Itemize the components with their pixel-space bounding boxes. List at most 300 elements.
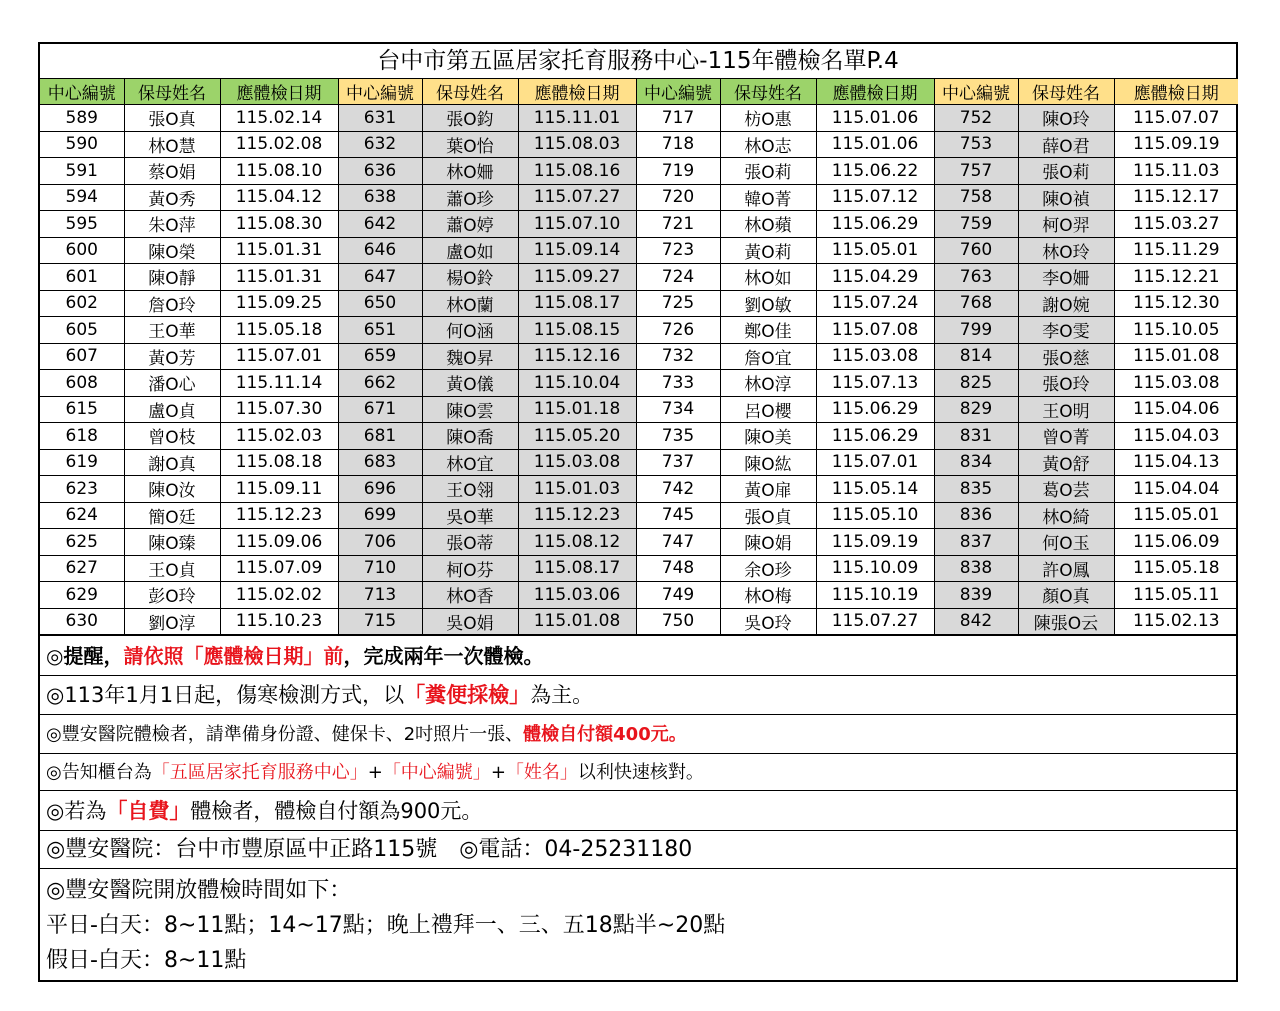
center-no-cell: 825 xyxy=(934,370,1018,397)
center-no-cell: 717 xyxy=(636,105,720,132)
table-row xyxy=(40,529,1238,556)
center-no-cell: 630 xyxy=(40,608,124,635)
header-center-no: 中心編號 xyxy=(40,79,124,105)
checkup-date-cell: 115.03.08 xyxy=(1114,370,1238,397)
checkup-date-cell: 115.09.19 xyxy=(816,529,934,556)
checkup-date-cell: 115.05.11 xyxy=(1114,582,1238,609)
center-no-cell: 723 xyxy=(636,237,720,264)
checkup-date-cell: 115.11.14 xyxy=(220,370,338,397)
nanny-name-cell: 林O玲 xyxy=(1018,237,1114,264)
nanny-name-cell: 黃O秀 xyxy=(124,184,220,211)
center-no-cell: 814 xyxy=(934,343,1018,370)
center-no-cell: 732 xyxy=(636,343,720,370)
checkup-date-cell: 115.12.23 xyxy=(220,502,338,529)
nanny-name-cell: 楊O鈴 xyxy=(422,264,518,291)
center-no-cell: 838 xyxy=(934,555,1018,582)
center-no-cell: 683 xyxy=(338,449,422,476)
checkup-date-cell: 115.08.18 xyxy=(220,449,338,476)
center-no-cell: 638 xyxy=(338,184,422,211)
center-no-cell: 726 xyxy=(636,317,720,344)
note-highlight: 請依照「應體檢日期」前 xyxy=(123,644,344,668)
nanny-name-cell: 吳O娟 xyxy=(422,608,518,635)
center-no-cell: 615 xyxy=(40,396,124,423)
header-nanny-name: 保母姓名 xyxy=(1018,79,1114,105)
note-text: ◎提醒， xyxy=(46,644,124,668)
table-row xyxy=(40,555,1238,582)
center-no-cell: 713 xyxy=(338,582,422,609)
nanny-name-cell: 枋O惠 xyxy=(720,105,816,132)
note-highlight: 「中心編號」 xyxy=(382,762,491,783)
center-no-cell: 748 xyxy=(636,555,720,582)
checkup-date-cell: 115.06.29 xyxy=(816,396,934,423)
checkup-date-cell: 115.03.08 xyxy=(518,449,636,476)
checkup-date-cell: 115.01.18 xyxy=(518,396,636,423)
checkup-date-cell: 115.01.03 xyxy=(518,476,636,503)
center-no-cell: 724 xyxy=(636,264,720,291)
center-no-cell: 636 xyxy=(338,158,422,185)
center-no-cell: 627 xyxy=(40,555,124,582)
checkup-date-cell: 115.05.10 xyxy=(816,502,934,529)
center-no-cell: 715 xyxy=(338,608,422,635)
nanny-name-cell: 朱O萍 xyxy=(124,211,220,238)
nanny-name-cell: 李O雯 xyxy=(1018,317,1114,344)
nanny-name-cell: 盧O貞 xyxy=(124,396,220,423)
nanny-name-cell: 王O華 xyxy=(124,317,220,344)
nanny-name-cell: 陳O汝 xyxy=(124,476,220,503)
checkup-date-cell: 115.07.08 xyxy=(816,317,934,344)
nanny-name-cell: 李O姍 xyxy=(1018,264,1114,291)
reminder-note xyxy=(40,635,1236,675)
checkup-date-cell: 115.08.17 xyxy=(518,290,636,317)
checkup-date-cell: 115.04.04 xyxy=(1114,476,1238,503)
center-no-cell: 720 xyxy=(636,184,720,211)
center-no-cell: 759 xyxy=(934,211,1018,238)
note-text: ◎113年1月1日起，傷寒檢測方式，以 xyxy=(46,683,405,707)
note-text: + xyxy=(367,762,383,783)
checkup-date-cell: 115.04.29 xyxy=(816,264,934,291)
counter-note xyxy=(40,753,1236,790)
nanny-name-cell: 彭O玲 xyxy=(124,582,220,609)
checkup-date-cell: 115.08.03 xyxy=(518,131,636,158)
center-no-cell: 608 xyxy=(40,370,124,397)
checkup-date-cell: 115.08.30 xyxy=(220,211,338,238)
checkup-date-cell: 115.07.13 xyxy=(816,370,934,397)
table-row xyxy=(40,370,1238,397)
checkup-date-cell: 115.07.07 xyxy=(1114,105,1238,132)
checkup-date-cell: 115.12.23 xyxy=(518,502,636,529)
checkup-date-cell: 115.07.01 xyxy=(816,449,934,476)
table-row xyxy=(40,502,1238,529)
center-no-cell: 647 xyxy=(338,264,422,291)
note-text: ，完成兩年一次體檢。 xyxy=(343,644,544,668)
table-row xyxy=(40,608,1238,635)
center-no-cell: 699 xyxy=(338,502,422,529)
nanny-name-cell: 吳O華 xyxy=(422,502,518,529)
checkup-date-cell: 115.08.12 xyxy=(518,529,636,556)
center-no-cell: 590 xyxy=(40,131,124,158)
center-no-cell: 696 xyxy=(338,476,422,503)
table-row xyxy=(40,211,1238,238)
header-nanny-name: 保母姓名 xyxy=(720,79,816,105)
checkup-date-cell: 115.06.29 xyxy=(816,423,934,450)
note-highlight: 體檢自付額400元。 xyxy=(523,724,687,745)
center-no-cell: 837 xyxy=(934,529,1018,556)
center-no-cell: 595 xyxy=(40,211,124,238)
checkup-date-cell: 115.12.16 xyxy=(518,343,636,370)
center-no-cell: 662 xyxy=(338,370,422,397)
nanny-name-cell: 葛O芸 xyxy=(1018,476,1114,503)
checkup-date-cell: 115.08.15 xyxy=(518,317,636,344)
nanny-name-cell: 陳張O云 xyxy=(1018,608,1114,635)
table-row xyxy=(40,317,1238,344)
checkup-date-cell: 115.07.09 xyxy=(220,555,338,582)
nanny-name-cell: 林O慧 xyxy=(124,131,220,158)
center-no-cell: 745 xyxy=(636,502,720,529)
nanny-name-cell: 黃O儀 xyxy=(422,370,518,397)
center-no-cell: 760 xyxy=(934,237,1018,264)
note-text: + xyxy=(490,762,506,783)
center-no-cell: 753 xyxy=(934,131,1018,158)
nanny-name-cell: 謝O真 xyxy=(124,449,220,476)
table-row xyxy=(40,343,1238,370)
center-no-cell: 624 xyxy=(40,502,124,529)
center-no-cell: 671 xyxy=(338,396,422,423)
nanny-name-cell: 陳O玲 xyxy=(1018,105,1114,132)
nanny-name-cell: 何O涵 xyxy=(422,317,518,344)
center-no-cell: 607 xyxy=(40,343,124,370)
header-center-no: 中心編號 xyxy=(636,79,720,105)
checkup-date-cell: 115.01.06 xyxy=(816,105,934,132)
nanny-name-cell: 劉O淳 xyxy=(124,608,220,635)
center-no-cell: 835 xyxy=(934,476,1018,503)
checkup-date-cell: 115.09.19 xyxy=(1114,131,1238,158)
checkup-date-cell: 115.07.12 xyxy=(816,184,934,211)
nanny-name-cell: 劉O敏 xyxy=(720,290,816,317)
center-no-cell: 601 xyxy=(40,264,124,291)
center-no-cell: 650 xyxy=(338,290,422,317)
header-checkup-date: 應體檢日期 xyxy=(220,79,338,105)
nanny-name-cell: 呂O櫻 xyxy=(720,396,816,423)
nanny-name-cell: 張O莉 xyxy=(720,158,816,185)
checkup-date-cell: 115.01.08 xyxy=(1114,343,1238,370)
nanny-name-cell: 陳O禎 xyxy=(1018,184,1114,211)
center-no-cell: 706 xyxy=(338,529,422,556)
nanny-name-cell: 薛O君 xyxy=(1018,131,1114,158)
center-no-cell: 625 xyxy=(40,529,124,556)
checkup-date-cell: 115.02.08 xyxy=(220,131,338,158)
checkup-date-cell: 115.10.04 xyxy=(518,370,636,397)
nanny-name-cell: 余O珍 xyxy=(720,555,816,582)
nanny-name-cell: 蕭O珍 xyxy=(422,184,518,211)
center-no-cell: 758 xyxy=(934,184,1018,211)
center-no-cell: 659 xyxy=(338,343,422,370)
center-no-cell: 602 xyxy=(40,290,124,317)
center-no-cell: 589 xyxy=(40,105,124,132)
checkup-date-cell: 115.02.02 xyxy=(220,582,338,609)
center-no-cell: 642 xyxy=(338,211,422,238)
checkup-date-cell: 115.10.19 xyxy=(816,582,934,609)
hospital-hours-note xyxy=(40,868,1236,980)
checkup-date-cell: 115.02.13 xyxy=(1114,608,1238,635)
center-no-cell: 619 xyxy=(40,449,124,476)
center-no-cell: 733 xyxy=(636,370,720,397)
nanny-name-cell: 林O姍 xyxy=(422,158,518,185)
checkup-date-cell: 115.01.31 xyxy=(220,237,338,264)
checkup-date-cell: 115.05.14 xyxy=(816,476,934,503)
checkup-date-cell: 115.07.30 xyxy=(220,396,338,423)
holiday-hours: 假日-白天：8~11點 xyxy=(46,948,247,973)
center-no-cell: 718 xyxy=(636,131,720,158)
nanny-name-cell: 葉O怡 xyxy=(422,131,518,158)
table-row xyxy=(40,237,1238,264)
center-no-cell: 651 xyxy=(338,317,422,344)
nanny-name-cell: 王O明 xyxy=(1018,396,1114,423)
page-title: 台中市第五區居家托育服務中心-115年體檢名單P.4 xyxy=(40,44,1236,79)
note-highlight: 「糞便採檢」 xyxy=(404,683,531,707)
table-row xyxy=(40,105,1238,132)
note-text: ◎若為 xyxy=(46,799,107,823)
center-no-cell: 834 xyxy=(934,449,1018,476)
table-row xyxy=(40,396,1238,423)
nanny-name-cell: 黃O莉 xyxy=(720,237,816,264)
nanny-name-cell: 張O鈞 xyxy=(422,105,518,132)
note-text: 體檢者，體檢自付額為900元。 xyxy=(190,799,483,823)
nanny-name-cell: 吳O玲 xyxy=(720,608,816,635)
center-no-cell: 681 xyxy=(338,423,422,450)
header-checkup-date: 應體檢日期 xyxy=(816,79,934,105)
checkup-date-cell: 115.08.16 xyxy=(518,158,636,185)
checkup-date-cell: 115.06.09 xyxy=(1114,529,1238,556)
center-no-cell: 605 xyxy=(40,317,124,344)
nanny-name-cell: 許O鳳 xyxy=(1018,555,1114,582)
nanny-name-cell: 詹O宜 xyxy=(720,343,816,370)
nanny-name-cell: 曾O菁 xyxy=(1018,423,1114,450)
checkup-date-cell: 115.03.06 xyxy=(518,582,636,609)
nanny-name-cell: 林O梅 xyxy=(720,582,816,609)
nanny-name-cell: 王O貞 xyxy=(124,555,220,582)
nanny-name-cell: 陳O喬 xyxy=(422,423,518,450)
note-highlight: 「五區居家托育服務中心」 xyxy=(151,762,368,783)
checkup-date-cell: 115.01.06 xyxy=(816,131,934,158)
checkup-date-cell: 115.12.30 xyxy=(1114,290,1238,317)
checkup-date-cell: 115.07.27 xyxy=(518,184,636,211)
checkup-date-cell: 115.06.22 xyxy=(816,158,934,185)
center-no-cell: 749 xyxy=(636,582,720,609)
nanny-name-cell: 張O真 xyxy=(124,105,220,132)
note-text: ◎告知櫃台為 xyxy=(46,762,152,783)
nanny-name-cell: 何O玉 xyxy=(1018,529,1114,556)
table-body xyxy=(40,105,1238,635)
center-no-cell: 757 xyxy=(934,158,1018,185)
nanny-name-cell: 曾O枝 xyxy=(124,423,220,450)
checkup-date-cell: 115.02.03 xyxy=(220,423,338,450)
weekday-hours: 平日-白天：8~11點；14~17點；晚上禮拜一、三、五18點半~20點 xyxy=(46,913,726,938)
center-no-cell: 591 xyxy=(40,158,124,185)
center-no-cell: 721 xyxy=(636,211,720,238)
center-no-cell: 747 xyxy=(636,529,720,556)
nanny-name-cell: 陳O美 xyxy=(720,423,816,450)
checkup-date-cell: 115.03.08 xyxy=(816,343,934,370)
checkup-date-cell: 115.10.23 xyxy=(220,608,338,635)
nanny-name-cell: 林O蘭 xyxy=(422,290,518,317)
nanny-name-cell: 張O蒂 xyxy=(422,529,518,556)
nanny-name-cell: 蔡O娟 xyxy=(124,158,220,185)
checkup-date-cell: 115.08.17 xyxy=(518,555,636,582)
checkup-date-cell: 115.04.06 xyxy=(1114,396,1238,423)
table-row xyxy=(40,264,1238,291)
center-no-cell: 735 xyxy=(636,423,720,450)
center-no-cell: 632 xyxy=(338,131,422,158)
checkup-date-cell: 115.11.01 xyxy=(518,105,636,132)
header-center-no: 中心編號 xyxy=(934,79,1018,105)
checkup-date-cell: 115.07.24 xyxy=(816,290,934,317)
table-row xyxy=(40,184,1238,211)
center-no-cell: 829 xyxy=(934,396,1018,423)
checkup-date-cell: 115.09.06 xyxy=(220,529,338,556)
table-header-row xyxy=(40,79,1238,105)
checkup-date-cell: 115.05.20 xyxy=(518,423,636,450)
center-no-cell: 831 xyxy=(934,423,1018,450)
nanny-name-cell: 詹O玲 xyxy=(124,290,220,317)
center-no-cell: 742 xyxy=(636,476,720,503)
center-no-cell: 737 xyxy=(636,449,720,476)
checkup-date-cell: 115.09.27 xyxy=(518,264,636,291)
checkup-date-cell: 115.01.08 xyxy=(518,608,636,635)
hospital-address-note: ◎豐安醫院：台中市豐原區中正路115號 ◎電話：04-25231180 xyxy=(40,830,1236,868)
checkup-date-cell: 115.11.29 xyxy=(1114,237,1238,264)
nanny-name-cell: 陳O臻 xyxy=(124,529,220,556)
center-no-cell: 752 xyxy=(934,105,1018,132)
table-row xyxy=(40,158,1238,185)
checkup-date-cell: 115.03.27 xyxy=(1114,211,1238,238)
document-sheet xyxy=(38,42,1238,982)
nanny-name-cell: 鄭O佳 xyxy=(720,317,816,344)
documents-note xyxy=(40,714,1236,753)
nanny-name-cell: 謝O婉 xyxy=(1018,290,1114,317)
center-no-cell: 750 xyxy=(636,608,720,635)
table-row xyxy=(40,582,1238,609)
note-text: ◎豐安醫院體檢者，請準備身份證、健保卡、2吋照片一張、 xyxy=(46,724,524,745)
center-no-cell: 842 xyxy=(934,608,1018,635)
center-no-cell: 734 xyxy=(636,396,720,423)
nanny-name-cell: 黃O舒 xyxy=(1018,449,1114,476)
center-no-cell: 594 xyxy=(40,184,124,211)
checkup-date-cell: 115.08.10 xyxy=(220,158,338,185)
nanny-name-cell: 張O慈 xyxy=(1018,343,1114,370)
checkup-date-cell: 115.01.31 xyxy=(220,264,338,291)
checkup-date-cell: 115.05.01 xyxy=(1114,502,1238,529)
note-highlight: 「自費」 xyxy=(106,799,191,823)
checkup-date-cell: 115.02.14 xyxy=(220,105,338,132)
table-row xyxy=(40,476,1238,503)
center-no-cell: 799 xyxy=(934,317,1018,344)
nanny-name-cell: 黃O芳 xyxy=(124,343,220,370)
checkup-date-cell: 115.04.13 xyxy=(1114,449,1238,476)
checkup-date-cell: 115.10.09 xyxy=(816,555,934,582)
checkup-date-cell: 115.07.10 xyxy=(518,211,636,238)
checkup-date-cell: 115.09.11 xyxy=(220,476,338,503)
note-highlight: 「姓名」 xyxy=(505,762,578,783)
header-checkup-date: 應體檢日期 xyxy=(518,79,636,105)
checkup-date-cell: 115.04.03 xyxy=(1114,423,1238,450)
nanny-name-cell: 盧O如 xyxy=(422,237,518,264)
nanny-name-cell: 陳O榮 xyxy=(124,237,220,264)
checkup-date-cell: 115.05.01 xyxy=(816,237,934,264)
checkup-date-cell: 115.07.01 xyxy=(220,343,338,370)
nanny-name-cell: 林O綺 xyxy=(1018,502,1114,529)
note-text: 以利快速核對。 xyxy=(577,762,704,783)
nanny-name-cell: 林O香 xyxy=(422,582,518,609)
center-no-cell: 836 xyxy=(934,502,1018,529)
nanny-name-cell: 陳O靜 xyxy=(124,264,220,291)
center-no-cell: 768 xyxy=(934,290,1018,317)
table-row xyxy=(40,449,1238,476)
nanny-name-cell: 林O蘋 xyxy=(720,211,816,238)
checkup-date-cell: 115.10.05 xyxy=(1114,317,1238,344)
nanny-name-cell: 顏O真 xyxy=(1018,582,1114,609)
nanny-name-cell: 林O淳 xyxy=(720,370,816,397)
checkup-date-cell: 115.12.21 xyxy=(1114,264,1238,291)
center-no-cell: 631 xyxy=(338,105,422,132)
table-row xyxy=(40,131,1238,158)
nanny-name-cell: 黃O扉 xyxy=(720,476,816,503)
header-center-no: 中心編號 xyxy=(338,79,422,105)
center-no-cell: 719 xyxy=(636,158,720,185)
nanny-name-cell: 陳O娟 xyxy=(720,529,816,556)
checkup-date-cell: 115.12.17 xyxy=(1114,184,1238,211)
self-pay-note xyxy=(40,790,1236,830)
center-no-cell: 725 xyxy=(636,290,720,317)
center-no-cell: 618 xyxy=(40,423,124,450)
checkup-date-cell: 115.05.18 xyxy=(220,317,338,344)
nanny-name-cell: 林O宜 xyxy=(422,449,518,476)
hours-heading: ◎豐安醫院開放體檢時間如下： xyxy=(46,878,352,903)
nanny-name-cell: 陳O紘 xyxy=(720,449,816,476)
nanny-name-cell: 柯O羿 xyxy=(1018,211,1114,238)
table-row xyxy=(40,423,1238,450)
header-nanny-name: 保母姓名 xyxy=(124,79,220,105)
typhoid-test-note xyxy=(40,675,1236,714)
nanny-name-cell: 張O莉 xyxy=(1018,158,1114,185)
center-no-cell: 629 xyxy=(40,582,124,609)
nanny-name-cell: 林O如 xyxy=(720,264,816,291)
center-no-cell: 839 xyxy=(934,582,1018,609)
nanny-name-cell: 潘O心 xyxy=(124,370,220,397)
center-no-cell: 763 xyxy=(934,264,1018,291)
nanny-name-cell: 蕭O婷 xyxy=(422,211,518,238)
checkup-date-cell: 115.06.29 xyxy=(816,211,934,238)
checkup-date-cell: 115.09.25 xyxy=(220,290,338,317)
center-no-cell: 600 xyxy=(40,237,124,264)
nanny-name-cell: 王O翎 xyxy=(422,476,518,503)
nanny-name-cell: 林O志 xyxy=(720,131,816,158)
checkup-table xyxy=(40,79,1238,635)
center-no-cell: 623 xyxy=(40,476,124,503)
checkup-date-cell: 115.09.14 xyxy=(518,237,636,264)
checkup-date-cell: 115.04.12 xyxy=(220,184,338,211)
nanny-name-cell: 張O玲 xyxy=(1018,370,1114,397)
nanny-name-cell: 魏O昇 xyxy=(422,343,518,370)
checkup-date-cell: 115.11.03 xyxy=(1114,158,1238,185)
header-nanny-name: 保母姓名 xyxy=(422,79,518,105)
nanny-name-cell: 陳O雲 xyxy=(422,396,518,423)
nanny-name-cell: 柯O芬 xyxy=(422,555,518,582)
header-checkup-date: 應體檢日期 xyxy=(1114,79,1238,105)
checkup-date-cell: 115.05.18 xyxy=(1114,555,1238,582)
nanny-name-cell: 簡O廷 xyxy=(124,502,220,529)
center-no-cell: 710 xyxy=(338,555,422,582)
note-text: 為主。 xyxy=(530,683,594,707)
